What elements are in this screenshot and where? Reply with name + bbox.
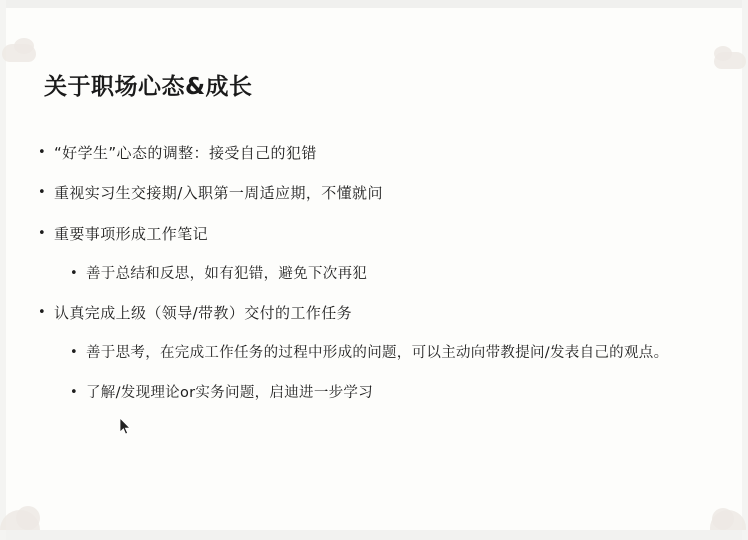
mouse-pointer-icon	[120, 418, 131, 435]
cloud-decoration-bottom-right-2	[712, 508, 734, 530]
bullet-marker-icon: •	[38, 225, 46, 241]
slide-title: 关于职场心态&成长	[44, 74, 253, 100]
list-item	[38, 142, 710, 165]
list-item	[38, 342, 710, 364]
slide-top-edge	[0, 0, 748, 8]
cloud-decoration-bottom-left-2	[16, 506, 40, 530]
bullet-marker-icon: •	[70, 384, 78, 400]
list-item-text: 重视实习生交接期/入职第一周适应期，不懂就问	[54, 184, 383, 203]
bullet-marker-icon: •	[38, 145, 46, 160]
list-item-text: “好学生”心态的调整：接受自己的犯错	[54, 144, 317, 162]
list-item-text: 善于总结和反思，如有犯错，避免下次再犯	[86, 265, 368, 282]
slide-right-edge	[742, 0, 748, 540]
cloud-decoration-top-right-2	[714, 46, 732, 61]
list-item-text: 认真完成上级（领导/带教）交付的工作任务	[54, 304, 353, 323]
list-item-text: 重要事项形成工作笔记	[54, 224, 209, 243]
list-item	[38, 263, 710, 285]
slide-bottom-edge	[0, 530, 748, 540]
list-item-text: 了解/发现理论or实务问题，启迪进一步学习	[86, 384, 374, 401]
bullet-marker-icon: •	[38, 185, 46, 201]
slide-left-edge	[0, 0, 6, 540]
bullet-marker-icon: •	[38, 305, 46, 321]
list-item	[38, 223, 710, 246]
list-item	[38, 382, 710, 404]
bullet-marker-icon: •	[70, 345, 78, 361]
bullet-marker-icon: •	[70, 265, 78, 281]
list-item-text: 善于思考，在完成工作任务的过程中形成的问题，可以主动向带教提问/发表自己的观点。	[86, 345, 669, 362]
list-item	[38, 302, 710, 325]
list-item	[38, 182, 710, 205]
cloud-decoration-top-left-2	[14, 38, 34, 54]
bullet-list	[38, 142, 710, 421]
